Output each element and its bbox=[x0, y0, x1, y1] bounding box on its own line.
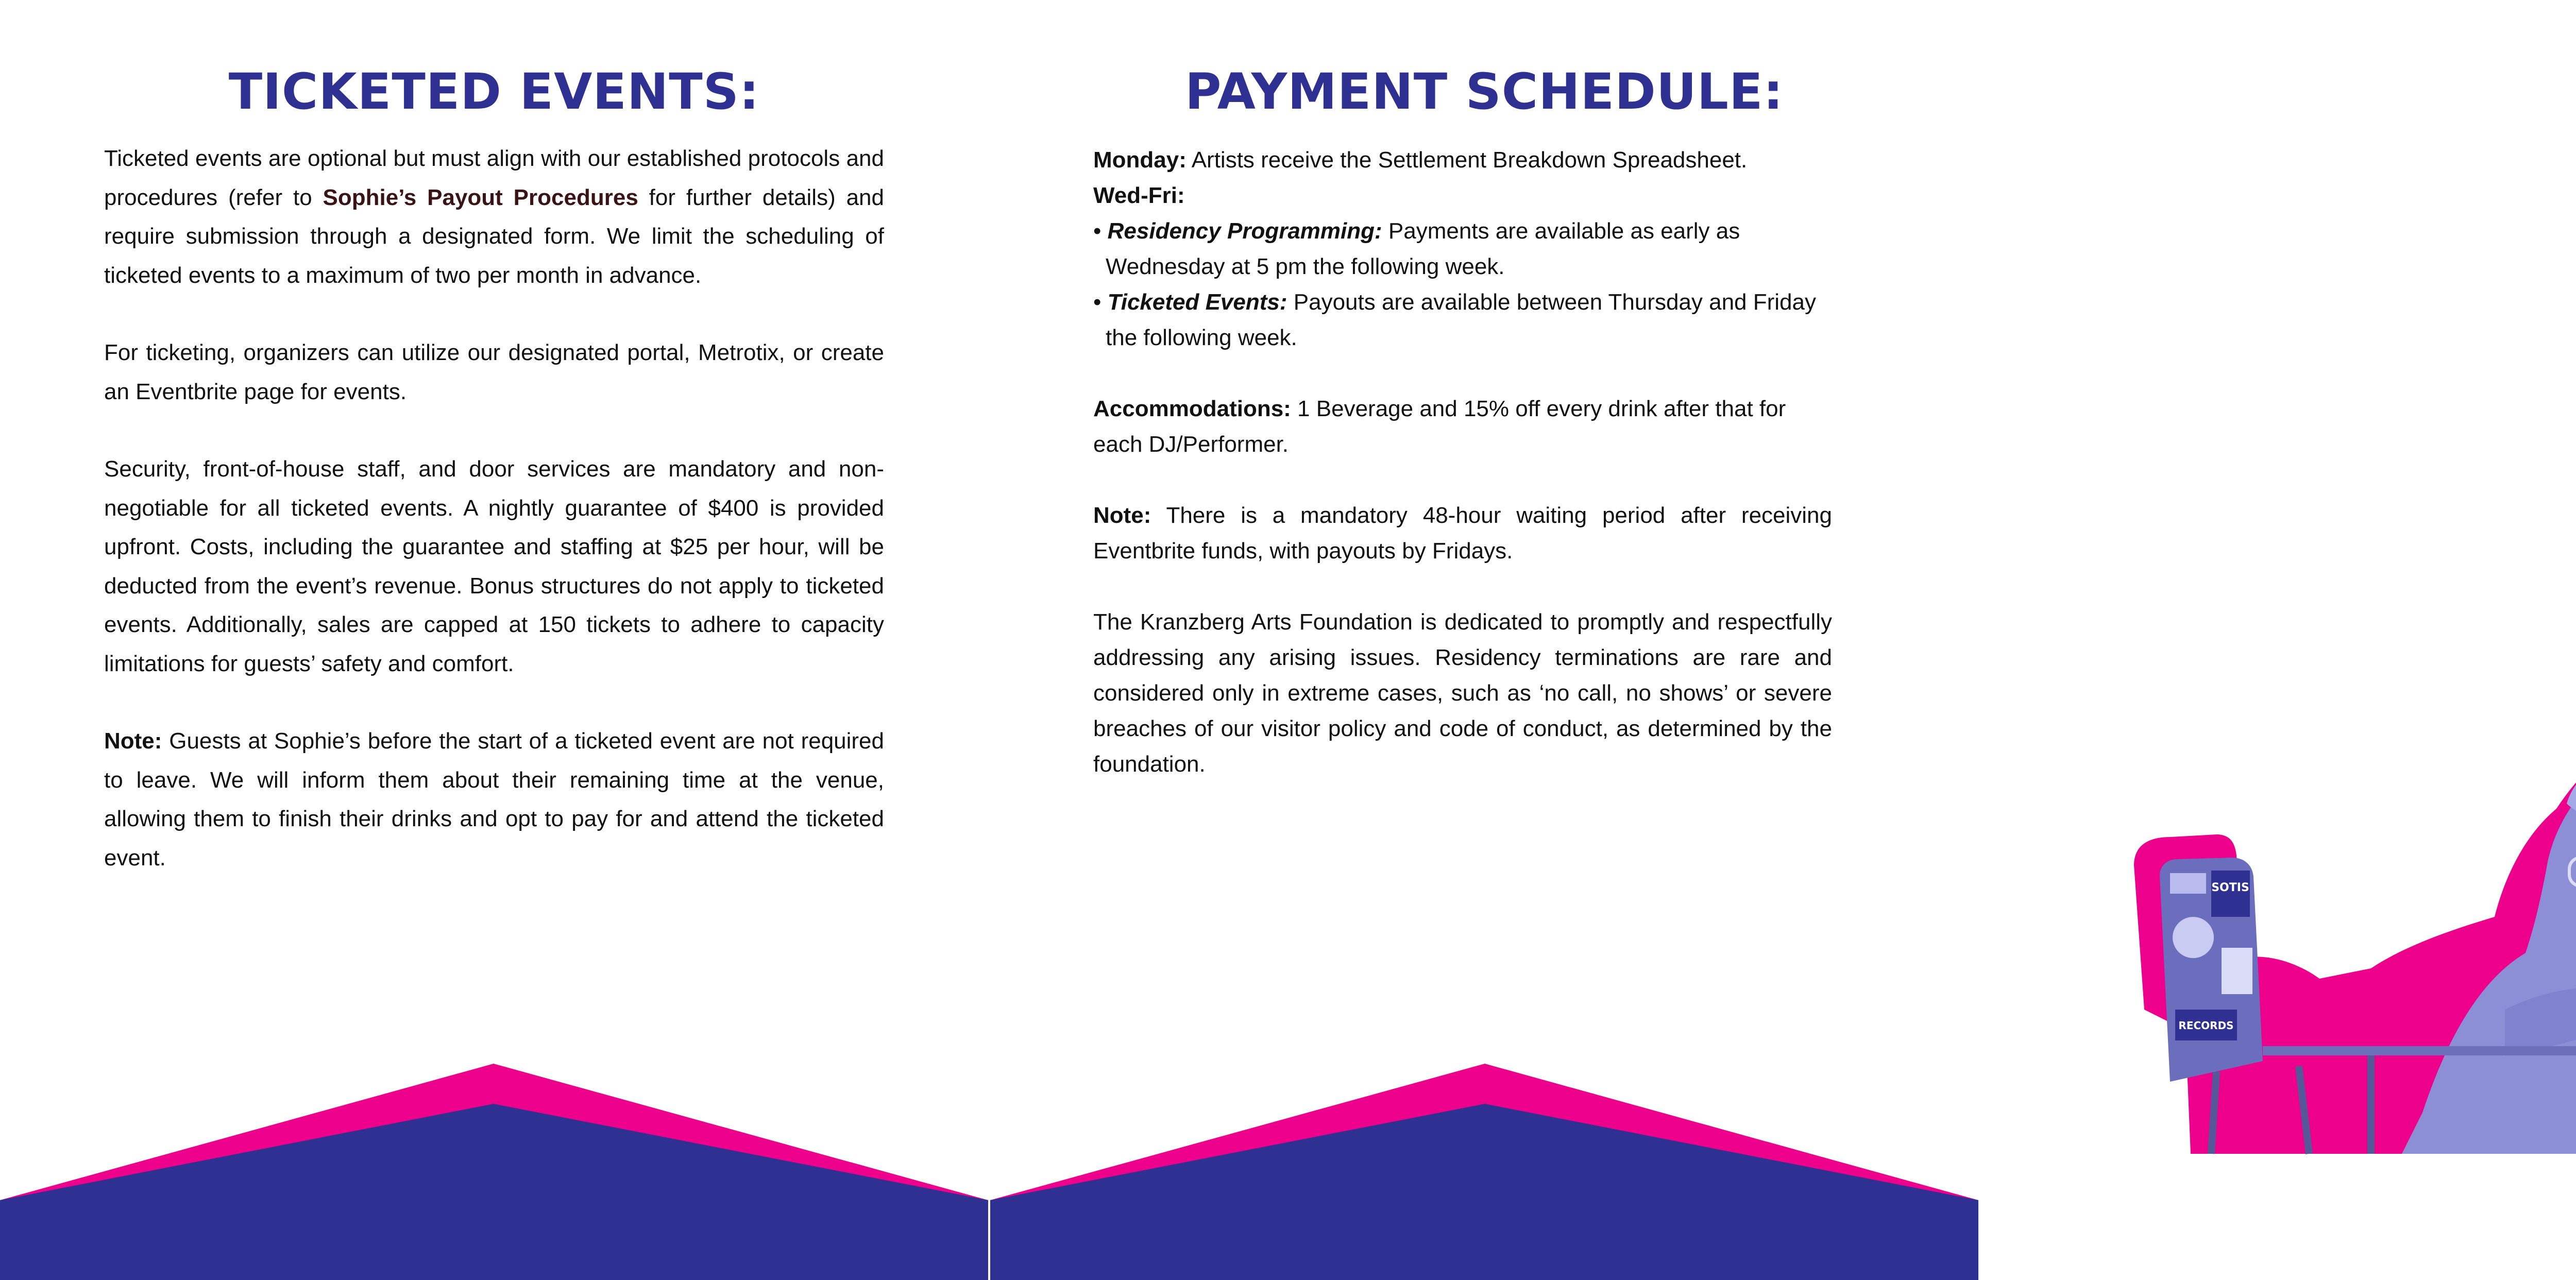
laptop-sticker bbox=[2170, 873, 2206, 894]
sticker-text: RECORDS bbox=[2178, 1019, 2234, 1032]
left-page bbox=[0, 0, 988, 1280]
payout-procedures-link[interactable]: Sophie’s Payout Procedures bbox=[323, 184, 638, 210]
closing-paragraph: The Kranzberg Arts Foundation is dedicated to promptly and respectfully addressing any arising issues. Residency terminations are rare and considered only in extreme cases, such as ‘no call, no shows’ or severe breaches of our visitor policy and code of conduct, as determined by the foundation. bbox=[1093, 609, 1832, 777]
navy-mountain-shape bbox=[990, 1104, 1978, 1280]
bullet-text: Payouts are available between Thursday and Friday the following week. bbox=[1106, 289, 1816, 350]
accommodations-text: 1 Beverage and 15% off every drink after that for each DJ/Performer. bbox=[1093, 396, 1786, 457]
sticker-text: SOTIS bbox=[2211, 881, 2249, 894]
note-text: There is a mandatory 48-hour waiting period after receiving Eventbrite funds, with payouts by Fridays. bbox=[1093, 503, 1832, 564]
note-text: Guests at Sophie’s before the start of a ticketed event are not required to leave. We will inform them about their remaining time at the venue, allowing them to finish their drinks and opt to pay for and attend the ticketed event. bbox=[104, 728, 884, 871]
accommodations-label: Accommodations: bbox=[1093, 396, 1291, 421]
wedfri-label: Wed-Fri: bbox=[1093, 183, 1185, 208]
paragraph-ticketing: For ticketing, organizers can utilize our designated portal, Metrotix, or create an Eventbrite page for events. bbox=[104, 340, 884, 404]
dj-photo bbox=[2082, 742, 2576, 1164]
note-label: Note: bbox=[104, 728, 162, 754]
bullet-text: Payments are available as early as Wednesday at 5 pm the following week. bbox=[1106, 218, 1740, 279]
monday-text: Artists receive the Settlement Breakdown Spreadsheet. bbox=[1186, 147, 1748, 173]
bullet-label: Ticketed Events: bbox=[1107, 289, 1287, 315]
page-title: PAYMENT SCHEDULE: bbox=[1185, 63, 1784, 121]
bullet-mark: • bbox=[1093, 218, 1108, 244]
monday-label: Monday: bbox=[1093, 147, 1187, 173]
navy-mountain-shape bbox=[0, 1104, 988, 1280]
paragraph-text: for further details) and require submission through a designated form. We limit the scheduling of ticketed events to a maximum of two per month in advance. bbox=[104, 184, 884, 288]
left-bottom-band bbox=[0, 0, 988, 1280]
laptop-sticker bbox=[2173, 917, 2214, 958]
paragraph-security: Security, front-of-house staff, and door services are mandatory and non-negotiable for all ticketed events. A nightly guarantee of $400 is provided upfront. Costs, including the guarantee and staffing at $25 per hour, will be deducted from the event’s revenue. Bonus structures do not apply to ticketed events. Additionally, sales are capped at 150 tickets to adhere to capacity limitations for guests’ safety and comfort. bbox=[104, 456, 884, 676]
note-label: Note: bbox=[1093, 503, 1151, 528]
laptop-sticker bbox=[2222, 948, 2252, 994]
bullet-label: Residency Programming: bbox=[1107, 218, 1382, 244]
page-title: TICKETED EVENTS: bbox=[228, 63, 760, 121]
bullet-mark: • bbox=[1093, 289, 1108, 315]
paragraph-text: Ticketed events are optional but must align with our established protocols and procedures (refer to bbox=[104, 146, 884, 210]
right-page bbox=[990, 0, 2249, 1280]
right-bottom-band bbox=[990, 0, 1978, 1280]
